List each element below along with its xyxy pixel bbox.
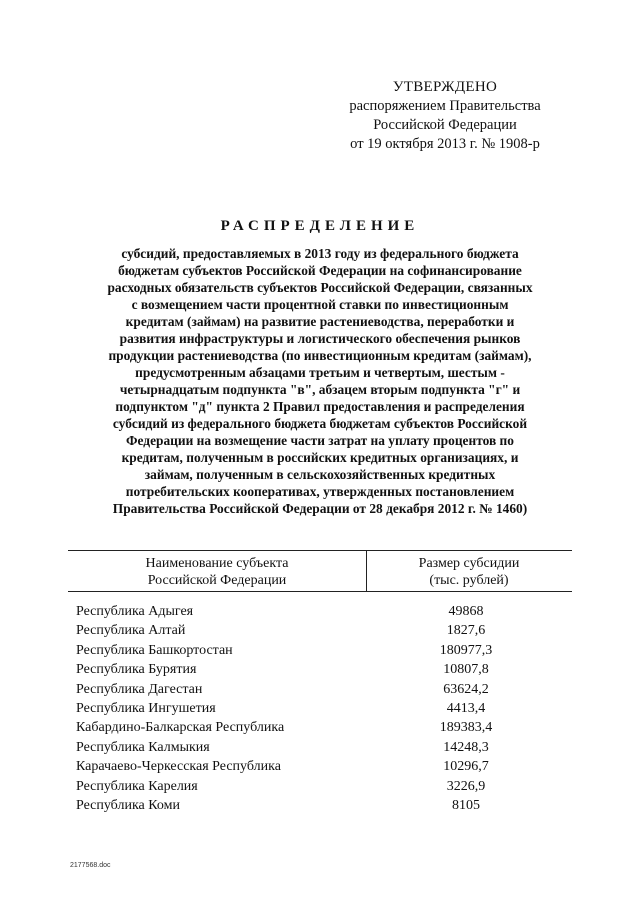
table-row [68,718,572,737]
header-subsidy-amount-line-1: Размер субсидии [418,556,520,571]
subtitle-line: подпунктом "д" пункта 2 Правил предоставления и распределения [115,399,525,414]
table-row [68,660,572,679]
table-row [68,641,572,660]
region-name: Республика Алтай [76,623,186,639]
table-row [68,796,572,815]
subtitle-line: продукции растениеводства (по инвестиционным кредитам (займам), [108,348,532,363]
header-region-name-line-1: Наименование субъекта [145,556,289,571]
header-subsidy-amount-line-2: (тыс. рублей) [429,573,509,588]
subtitle-line: субсидий из федерального бюджета бюджетам субъектов Российской [112,416,528,431]
subsidy-value: 4413,4 [446,700,486,716]
subsidy-value: 189383,4 [439,720,493,736]
region-name: Кабардино-Балкарская Республика [76,720,285,736]
table-body [68,602,572,815]
table-row [68,621,572,640]
header-region-name [68,555,366,589]
approval-heading: УТВЕРЖДЕНО [392,79,498,95]
approval-line-1: распоряжением Правительства [349,98,541,114]
table-row [68,757,572,776]
subtitle-line: предусмотренным абзацами третьим и четвертым, шестым - [135,365,505,380]
approval-block [320,78,570,154]
subtitle-line: кредитам, полученным в российских кредитных организациях, и [121,450,519,465]
subtitle-line: Правительства Российской Федерации от 28 декабря 2012 г. № 1460) [112,501,528,516]
subtitle-line: четырнадцатым подпункта "в", абзацем вторым подпункта "г" и [119,382,521,397]
subtitle-line: потребительских кооперативах, утвержденных постановлением [125,484,515,499]
subsidy-value: 14248,3 [443,739,489,755]
header-region-name-line-2: Российской Федерации [147,573,287,588]
subtitle-line: развития инфраструктуры и логистического обеспечения рынков [119,331,521,346]
region-name: Республика Дагестан [76,681,203,697]
document-title: РАСПРЕДЕЛЕНИЕ [220,218,420,234]
subtitle-line: с возмещением части процентной ставки по инвестиционным [131,297,509,312]
subtitle-line: субсидий, предоставляемых в 2013 году из федерального бюджета [121,246,519,261]
region-name: Республика Бурятия [76,662,197,678]
region-name: Республика Калмыкия [76,739,210,755]
region-name: Республика Ингушетия [76,700,216,716]
subtitle-line: бюджетам субъектов Российской Федерации на софинансирование [118,263,522,278]
subsidy-value: 1827,6 [446,623,486,639]
subsidy-value: 180977,3 [439,642,493,658]
subsidy-value: 10296,7 [443,759,489,775]
table-row [68,738,572,757]
region-name: Республика Башкортостан [76,642,233,658]
subsidy-value: 3226,9 [446,778,486,794]
table-row [68,680,572,699]
subsidy-value: 63624,2 [443,681,489,697]
subtitle-line: Федерации на возмещение части затрат на уплату процентов по [126,433,514,448]
approval-line-2: Российской Федерации [373,117,517,133]
document-filename: 2177568.doc [70,862,111,869]
region-name: Карачаево-Черкесская Республика [76,759,281,775]
table-row [68,699,572,718]
region-name: Республика Коми [76,797,180,813]
subsidy-value: 49868 [448,604,484,619]
table-header [68,550,572,592]
header-subsidy-amount [366,555,572,589]
subtitle-line: кредитам (займам) на развитие растениеводства, переработки и [125,314,515,329]
approval-line-3: от 19 октября 2013 г. № 1908-р [350,136,540,152]
document-subtitle [72,245,568,517]
table-row [68,602,572,621]
subtitle-line: расходных обязательств субъектов Российской Федерации, связанных [107,280,533,295]
region-name: Республика Карелия [76,778,198,794]
table-row [68,777,572,796]
subsidy-value: 10807,8 [443,662,489,678]
subtitle-line: займам, полученным в сельскохозяйственных кредитных [144,467,496,482]
subsidy-table [68,550,572,815]
region-name: Республика Адыгея [76,604,194,619]
subsidy-value: 8105 [452,797,480,813]
